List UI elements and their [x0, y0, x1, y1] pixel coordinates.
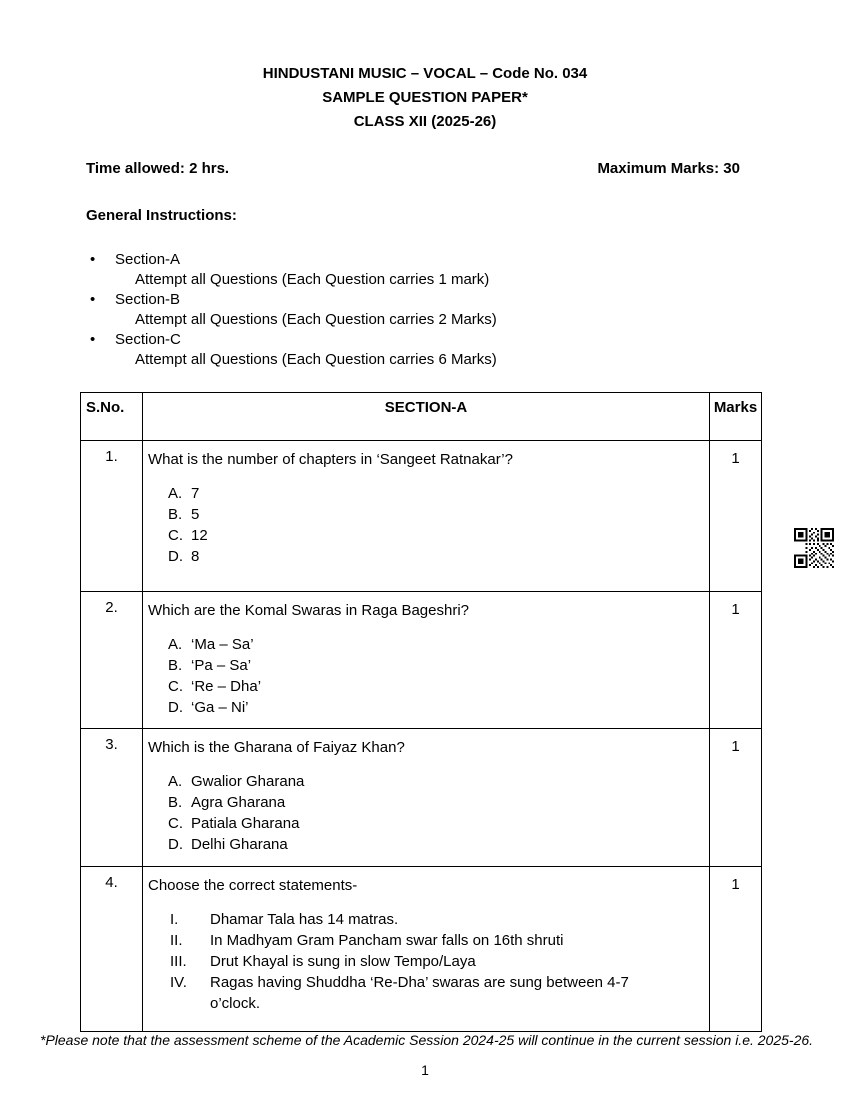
option-label: A. — [168, 485, 183, 502]
options-list — [168, 634, 699, 718]
options-list — [168, 483, 699, 567]
general-instructions-list — [0, 250, 850, 370]
qr-code-icon — [794, 528, 834, 568]
question-number: 4. — [81, 867, 143, 1032]
statement-label: IV. — [170, 974, 187, 991]
option — [168, 676, 699, 697]
statement-text: Drut Khayal is sung in slow Tempo/Laya — [210, 953, 476, 970]
question-number: 1. — [81, 441, 143, 592]
question-text: Choose the correct statements- — [148, 877, 358, 894]
question-marks: 1 — [710, 441, 762, 592]
instruction-detail: Attempt all Questions (Each Question carries 1 mark) — [135, 271, 490, 288]
question-cell — [143, 729, 710, 867]
question-text: Which are the Komal Swaras in Raga Bageshri? — [148, 602, 469, 619]
statement-text: Ragas having Shuddha ‘Re-Dha’ swaras are sung between 4-7 o’clock. — [210, 974, 629, 1012]
question-text: Which is the Gharana of Faiyaz Khan? — [148, 739, 405, 756]
option — [168, 813, 699, 834]
paper-title-line1: HINDUSTANI MUSIC – VOCAL – Code No. 034 — [262, 65, 588, 82]
question-marks: 1 — [710, 592, 762, 729]
general-instructions-title: General Instructions: — [86, 207, 237, 224]
paper-title-line3: CLASS XII (2025-26) — [353, 113, 497, 130]
statement-label: II. — [170, 932, 183, 949]
bullet-icon: • — [90, 291, 96, 308]
option — [168, 771, 699, 792]
option-text: ‘Ma – Sa’ — [191, 636, 254, 653]
option — [168, 697, 699, 718]
instruction-item — [90, 250, 850, 290]
options-list — [168, 771, 699, 855]
instruction-item — [90, 290, 850, 330]
header-marks: Marks — [710, 393, 762, 441]
page-number: 1 — [421, 1062, 429, 1078]
option-label: A. — [168, 636, 183, 653]
option — [168, 634, 699, 655]
option-label: D. — [168, 836, 183, 853]
option-text: 8 — [191, 548, 200, 565]
question-text: What is the number of chapters in ‘Sangeet Ratnakar’? — [148, 451, 513, 468]
option-text: 12 — [191, 527, 208, 544]
option — [168, 483, 699, 504]
instruction-detail: Attempt all Questions (Each Question carries 6 Marks) — [135, 351, 497, 368]
option-label: C. — [168, 678, 183, 695]
option-label: C. — [168, 815, 183, 832]
option-label: D. — [168, 548, 183, 565]
statement — [170, 930, 699, 951]
meta-row — [86, 160, 740, 177]
time-allowed: Time allowed: 2 hrs. — [86, 160, 230, 177]
paper-title-line2: SAMPLE QUESTION PAPER* — [322, 89, 528, 106]
option — [168, 546, 699, 567]
question-row-1 — [81, 441, 762, 592]
question-cell — [143, 441, 710, 592]
statement — [170, 951, 699, 972]
instruction-section-line — [90, 250, 850, 270]
question-row-2 — [81, 592, 762, 729]
option-text: Delhi Gharana — [191, 836, 288, 853]
option-text: ‘Ga – Ni’ — [191, 699, 249, 716]
option — [168, 655, 699, 676]
statements-list — [170, 909, 699, 1014]
option-label: B. — [168, 794, 183, 811]
instruction-detail: Attempt all Questions (Each Question carries 2 Marks) — [135, 311, 497, 328]
option — [168, 525, 699, 546]
question-number: 3. — [81, 729, 143, 867]
option — [168, 504, 699, 525]
option-text: Gwalior Gharana — [191, 773, 305, 790]
option-label: B. — [168, 506, 183, 523]
statement — [170, 909, 699, 930]
option-text: ‘Pa – Sa’ — [191, 657, 252, 674]
statement-text: In Madhyam Gram Pancham swar falls on 16th shruti — [210, 932, 564, 949]
instruction-section-line — [90, 330, 850, 350]
paper-title-block — [0, 0, 850, 134]
instruction-section-label: Section-C — [115, 331, 181, 348]
instruction-section-line — [90, 290, 850, 310]
question-row-3 — [81, 729, 762, 867]
statement — [170, 972, 699, 1014]
bullet-icon: • — [90, 251, 96, 268]
option-label: B. — [168, 657, 183, 674]
statement-text: Dhamar Tala has 14 matras. — [210, 911, 399, 928]
option — [168, 792, 699, 813]
question-marks: 1 — [710, 729, 762, 867]
bullet-icon: • — [90, 331, 96, 348]
question-number: 2. — [81, 592, 143, 729]
maximum-marks: Maximum Marks: 30 — [597, 160, 740, 177]
header-sno: S.No. — [81, 393, 143, 441]
option-text: 7 — [191, 485, 200, 502]
statement-label: I. — [170, 911, 179, 928]
question-marks: 1 — [710, 867, 762, 1032]
question-cell — [143, 867, 710, 1032]
statement-label: III. — [170, 953, 187, 970]
option-text: ‘Re – Dha’ — [191, 678, 262, 695]
question-cell — [143, 592, 710, 729]
option — [168, 834, 699, 855]
assessment-footnote: *Please note that the assessment scheme of the Academic Session 2024-25 will continue in the current session i.e. 2025-26. — [40, 1032, 814, 1048]
instruction-section-label: Section-B — [115, 291, 181, 308]
instruction-item — [90, 330, 850, 370]
option-text: Patiala Gharana — [191, 815, 300, 832]
option-label: D. — [168, 699, 183, 716]
question-row-4 — [81, 867, 762, 1032]
table-header-row — [81, 393, 762, 441]
section-a-question-table — [80, 392, 762, 1032]
option-text: 5 — [191, 506, 200, 523]
option-label: C. — [168, 527, 183, 544]
qr-code-svg — [794, 528, 834, 568]
instruction-section-label: Section-A — [115, 251, 181, 268]
option-label: A. — [168, 773, 183, 790]
option-text: Agra Gharana — [191, 794, 286, 811]
header-section-a: SECTION-A — [143, 393, 710, 441]
